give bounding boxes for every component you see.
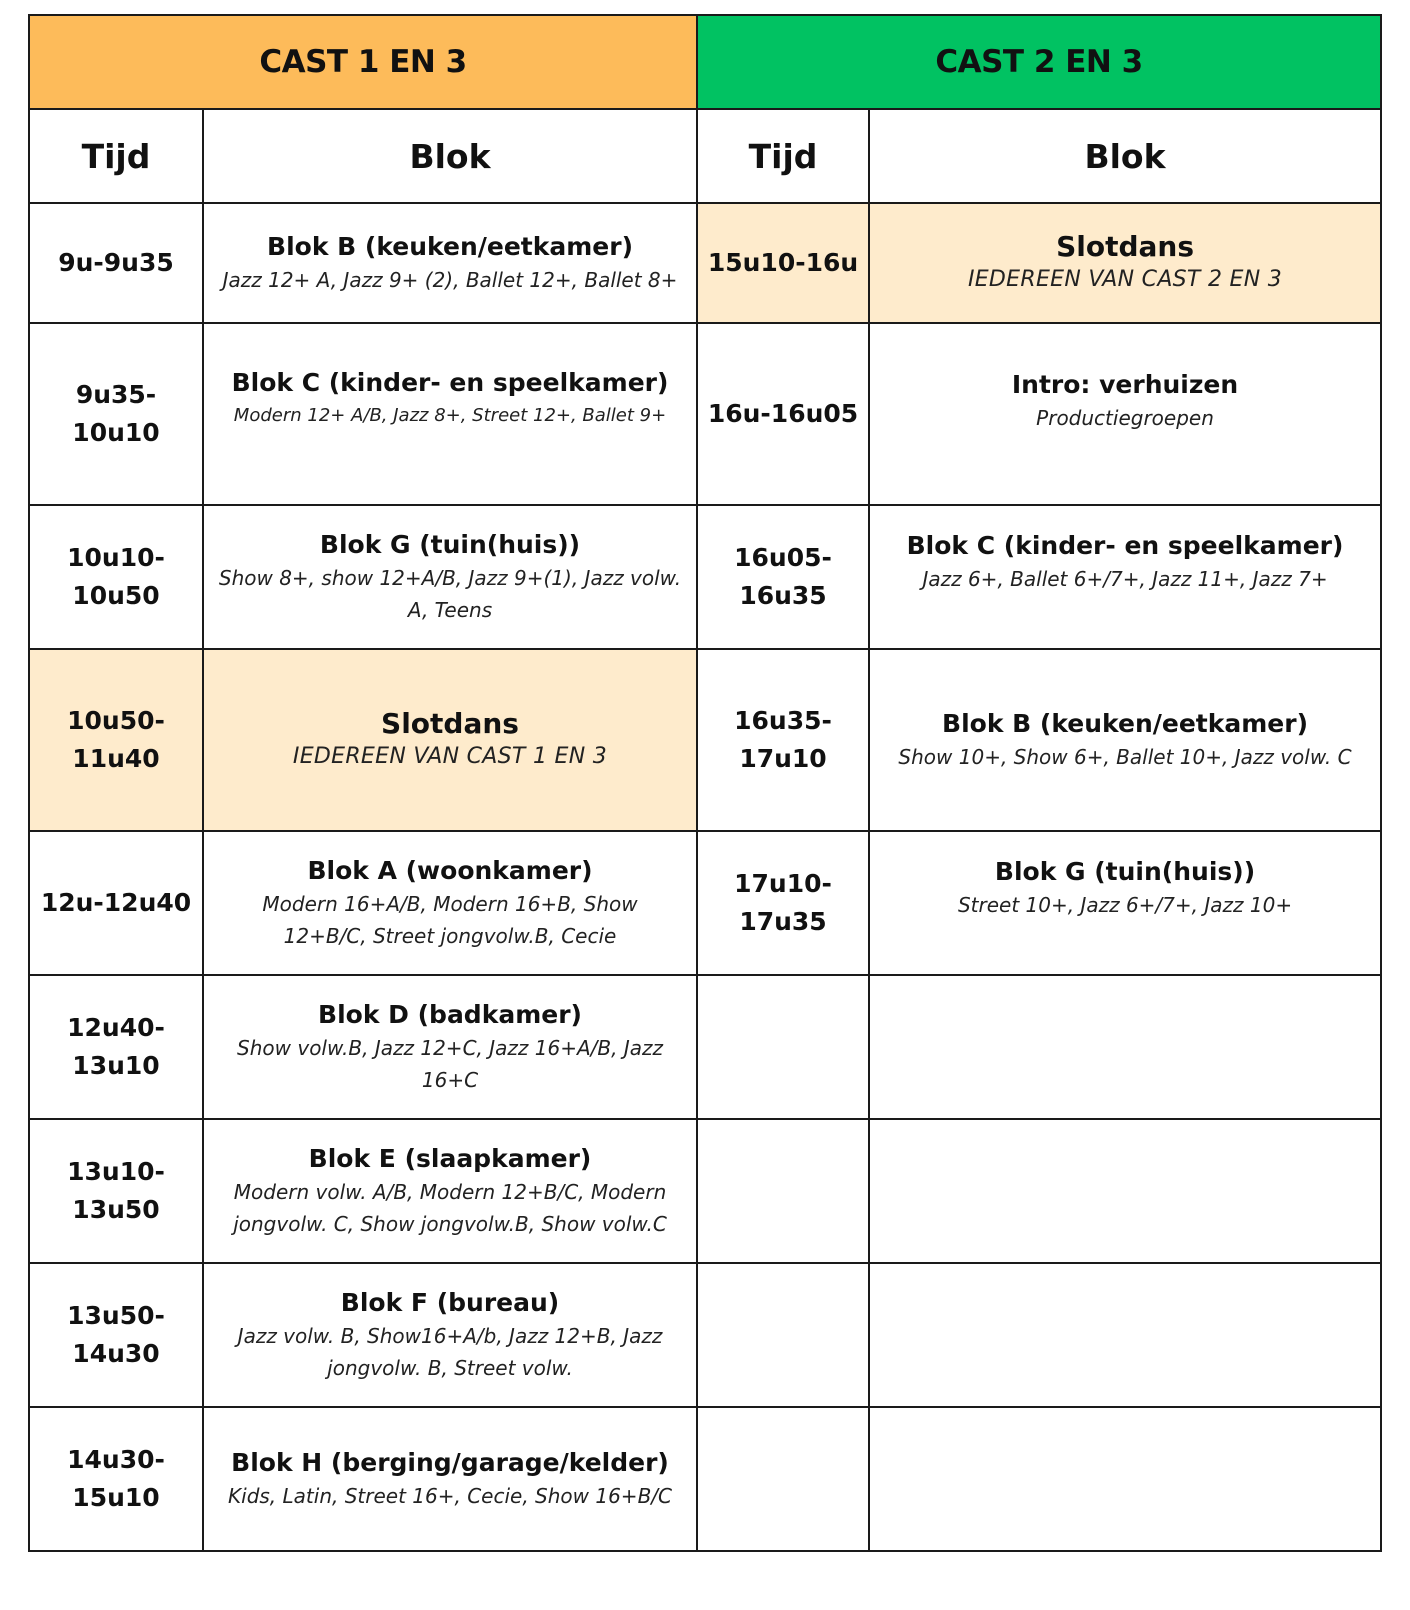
block-cell: [869, 323, 1381, 505]
time-cell: [697, 831, 869, 975]
block-groups: IEDEREEN VAN CAST 2 EN 3: [967, 267, 1283, 292]
block-groups: Kids, Latin, Street 16+, Cecie, Show 16+B/C: [228, 1484, 672, 1508]
time-text: 12u-12u40: [40, 888, 192, 917]
block-cell: [869, 203, 1381, 323]
empty-cell: [697, 1407, 869, 1551]
time-cell: [29, 505, 203, 649]
empty-cell: [869, 975, 1381, 1119]
block-cell: [203, 649, 697, 831]
block-cell: [869, 831, 1381, 975]
empty-cell: [869, 1407, 1381, 1551]
table-row: [29, 1407, 1381, 1551]
block-groups: Modern volw. A/B, Modern 12+B/C, Modern jongvolw. C, Show jongvolw.B, Show volw.C: [233, 1180, 667, 1236]
column-header-row: [29, 109, 1381, 203]
block-title: Blok F (bureau): [340, 1288, 560, 1317]
empty-cell: [697, 1263, 869, 1407]
block-cell: [203, 203, 697, 323]
cast-right-header: CAST 2 EN 3: [697, 15, 1381, 109]
block-title: Blok G (tuin(huis)): [994, 857, 1256, 886]
block-groups: Modern 12+ A/B, Jazz 8+, Street 12+, Ballet 9+: [233, 405, 667, 426]
table-row: [29, 1119, 1381, 1263]
time-cell: [29, 1119, 203, 1263]
empty-cell: [697, 1119, 869, 1263]
table-row: [29, 505, 1381, 649]
time-end: 14u30: [72, 1339, 160, 1368]
block-groups: Productiegroepen: [1036, 406, 1214, 430]
block-groups: IEDEREEN VAN CAST 1 EN 3: [292, 744, 608, 769]
block-cell: [869, 505, 1381, 649]
table-row: [29, 649, 1381, 831]
empty-cell: [869, 1263, 1381, 1407]
schedule-sheet: [28, 14, 1380, 1589]
time-cell: [697, 203, 869, 323]
block-title: Intro: verhuizen: [1011, 370, 1239, 399]
block-cell: [869, 649, 1381, 831]
time-start: 14u30-: [67, 1445, 165, 1474]
block-title: Blok B (keuken/eetkamer): [942, 709, 1309, 738]
table-row: [29, 323, 1381, 505]
block-cell: [203, 323, 697, 505]
time-end: 17u35: [739, 907, 827, 936]
block-cell: [203, 1407, 697, 1551]
time-start: 17u10-: [734, 869, 832, 898]
time-start: 9u35-: [75, 380, 157, 409]
time-cell: [29, 323, 203, 505]
cast-left-header: CAST 1 EN 3: [29, 15, 697, 109]
block-title: Blok B (keuken/eetkamer): [267, 232, 633, 261]
time-cell: [29, 975, 203, 1119]
block-cell: [203, 831, 697, 975]
time-text: 9u-9u35: [58, 248, 174, 277]
block-cell: [203, 975, 697, 1119]
block-title: Blok C (kinder- en speelkamer): [231, 368, 669, 397]
block-cell: [203, 1119, 697, 1263]
left-tijd-header: Tijd: [29, 109, 203, 203]
block-groups: Street 10+, Jazz 6+/7+, Jazz 10+: [957, 893, 1293, 917]
block-title: Slotdans: [1056, 230, 1194, 263]
block-groups: Jazz volw. B, Show16+A/b, Jazz 12+B, Jazz jongvolw. B, Street volw.: [237, 1324, 663, 1380]
time-cell: [29, 831, 203, 975]
block-title: Blok D (badkamer): [318, 1000, 582, 1029]
time-start: 16u35-: [734, 706, 832, 735]
block-title: Slotdans: [381, 707, 519, 740]
block-title: Blok A (woonkamer): [307, 856, 593, 885]
time-end: 13u50: [72, 1195, 160, 1224]
right-blok-header: Blok: [869, 109, 1381, 203]
time-end: 15u10: [72, 1483, 160, 1512]
time-start: 10u50-: [67, 706, 165, 735]
block-groups: Show volw.B, Jazz 12+C, Jazz 16+A/B, Jazz 16+C: [237, 1036, 663, 1092]
block-title: Blok E (slaapkamer): [308, 1144, 592, 1173]
block-cell: [203, 1263, 697, 1407]
time-start: 13u50-: [67, 1301, 165, 1330]
table-row: [29, 831, 1381, 975]
time-cell: [697, 323, 869, 505]
time-end: 16u35: [739, 581, 827, 610]
block-groups: Show 10+, Show 6+, Ballet 10+, Jazz volw. C: [898, 745, 1352, 769]
block-groups: Show 8+, show 12+A/B, Jazz 9+(1), Jazz volw. A, Teens: [218, 566, 682, 622]
time-text: 15u10-16u: [707, 248, 859, 277]
schedule-table: [28, 14, 1382, 1552]
empty-cell: [869, 1119, 1381, 1263]
table-row: [29, 975, 1381, 1119]
time-cell: [29, 1407, 203, 1551]
time-text: 16u-16u05: [707, 399, 859, 428]
block-groups: Jazz 6+, Ballet 6+/7+, Jazz 11+, Jazz 7+: [922, 567, 1328, 591]
time-cell: [29, 1263, 203, 1407]
time-end: 10u50: [72, 581, 160, 610]
block-groups: Jazz 12+ A, Jazz 9+ (2), Ballet 12+, Ballet 8+: [222, 268, 678, 292]
time-start: 10u10-: [67, 543, 165, 572]
time-start: 12u40-: [67, 1013, 165, 1042]
empty-cell: [697, 975, 869, 1119]
time-start: 13u10-: [67, 1157, 165, 1186]
left-blok-header: Blok: [203, 109, 697, 203]
time-end: 10u10: [72, 418, 160, 447]
time-end: 11u40: [72, 744, 160, 773]
time-cell: [697, 649, 869, 831]
block-title: Blok G (tuin(huis)): [319, 530, 581, 559]
block-title: Blok C (kinder- en speelkamer): [906, 531, 1344, 560]
right-tijd-header: Tijd: [697, 109, 869, 203]
block-groups: Modern 16+A/B, Modern 16+B, Show 12+B/C, Street jongvolw.B, Cecie: [262, 892, 638, 948]
time-cell: [29, 649, 203, 831]
cast-header-row: [29, 15, 1381, 109]
table-row: [29, 1263, 1381, 1407]
block-title: Blok H (berging/garage/kelder): [231, 1448, 669, 1477]
time-end: 17u10: [739, 744, 827, 773]
table-row: [29, 203, 1381, 323]
time-cell: [29, 203, 203, 323]
time-cell: [697, 505, 869, 649]
block-cell: [203, 505, 697, 649]
time-end: 13u10: [72, 1051, 160, 1080]
time-start: 16u05-: [734, 543, 832, 572]
